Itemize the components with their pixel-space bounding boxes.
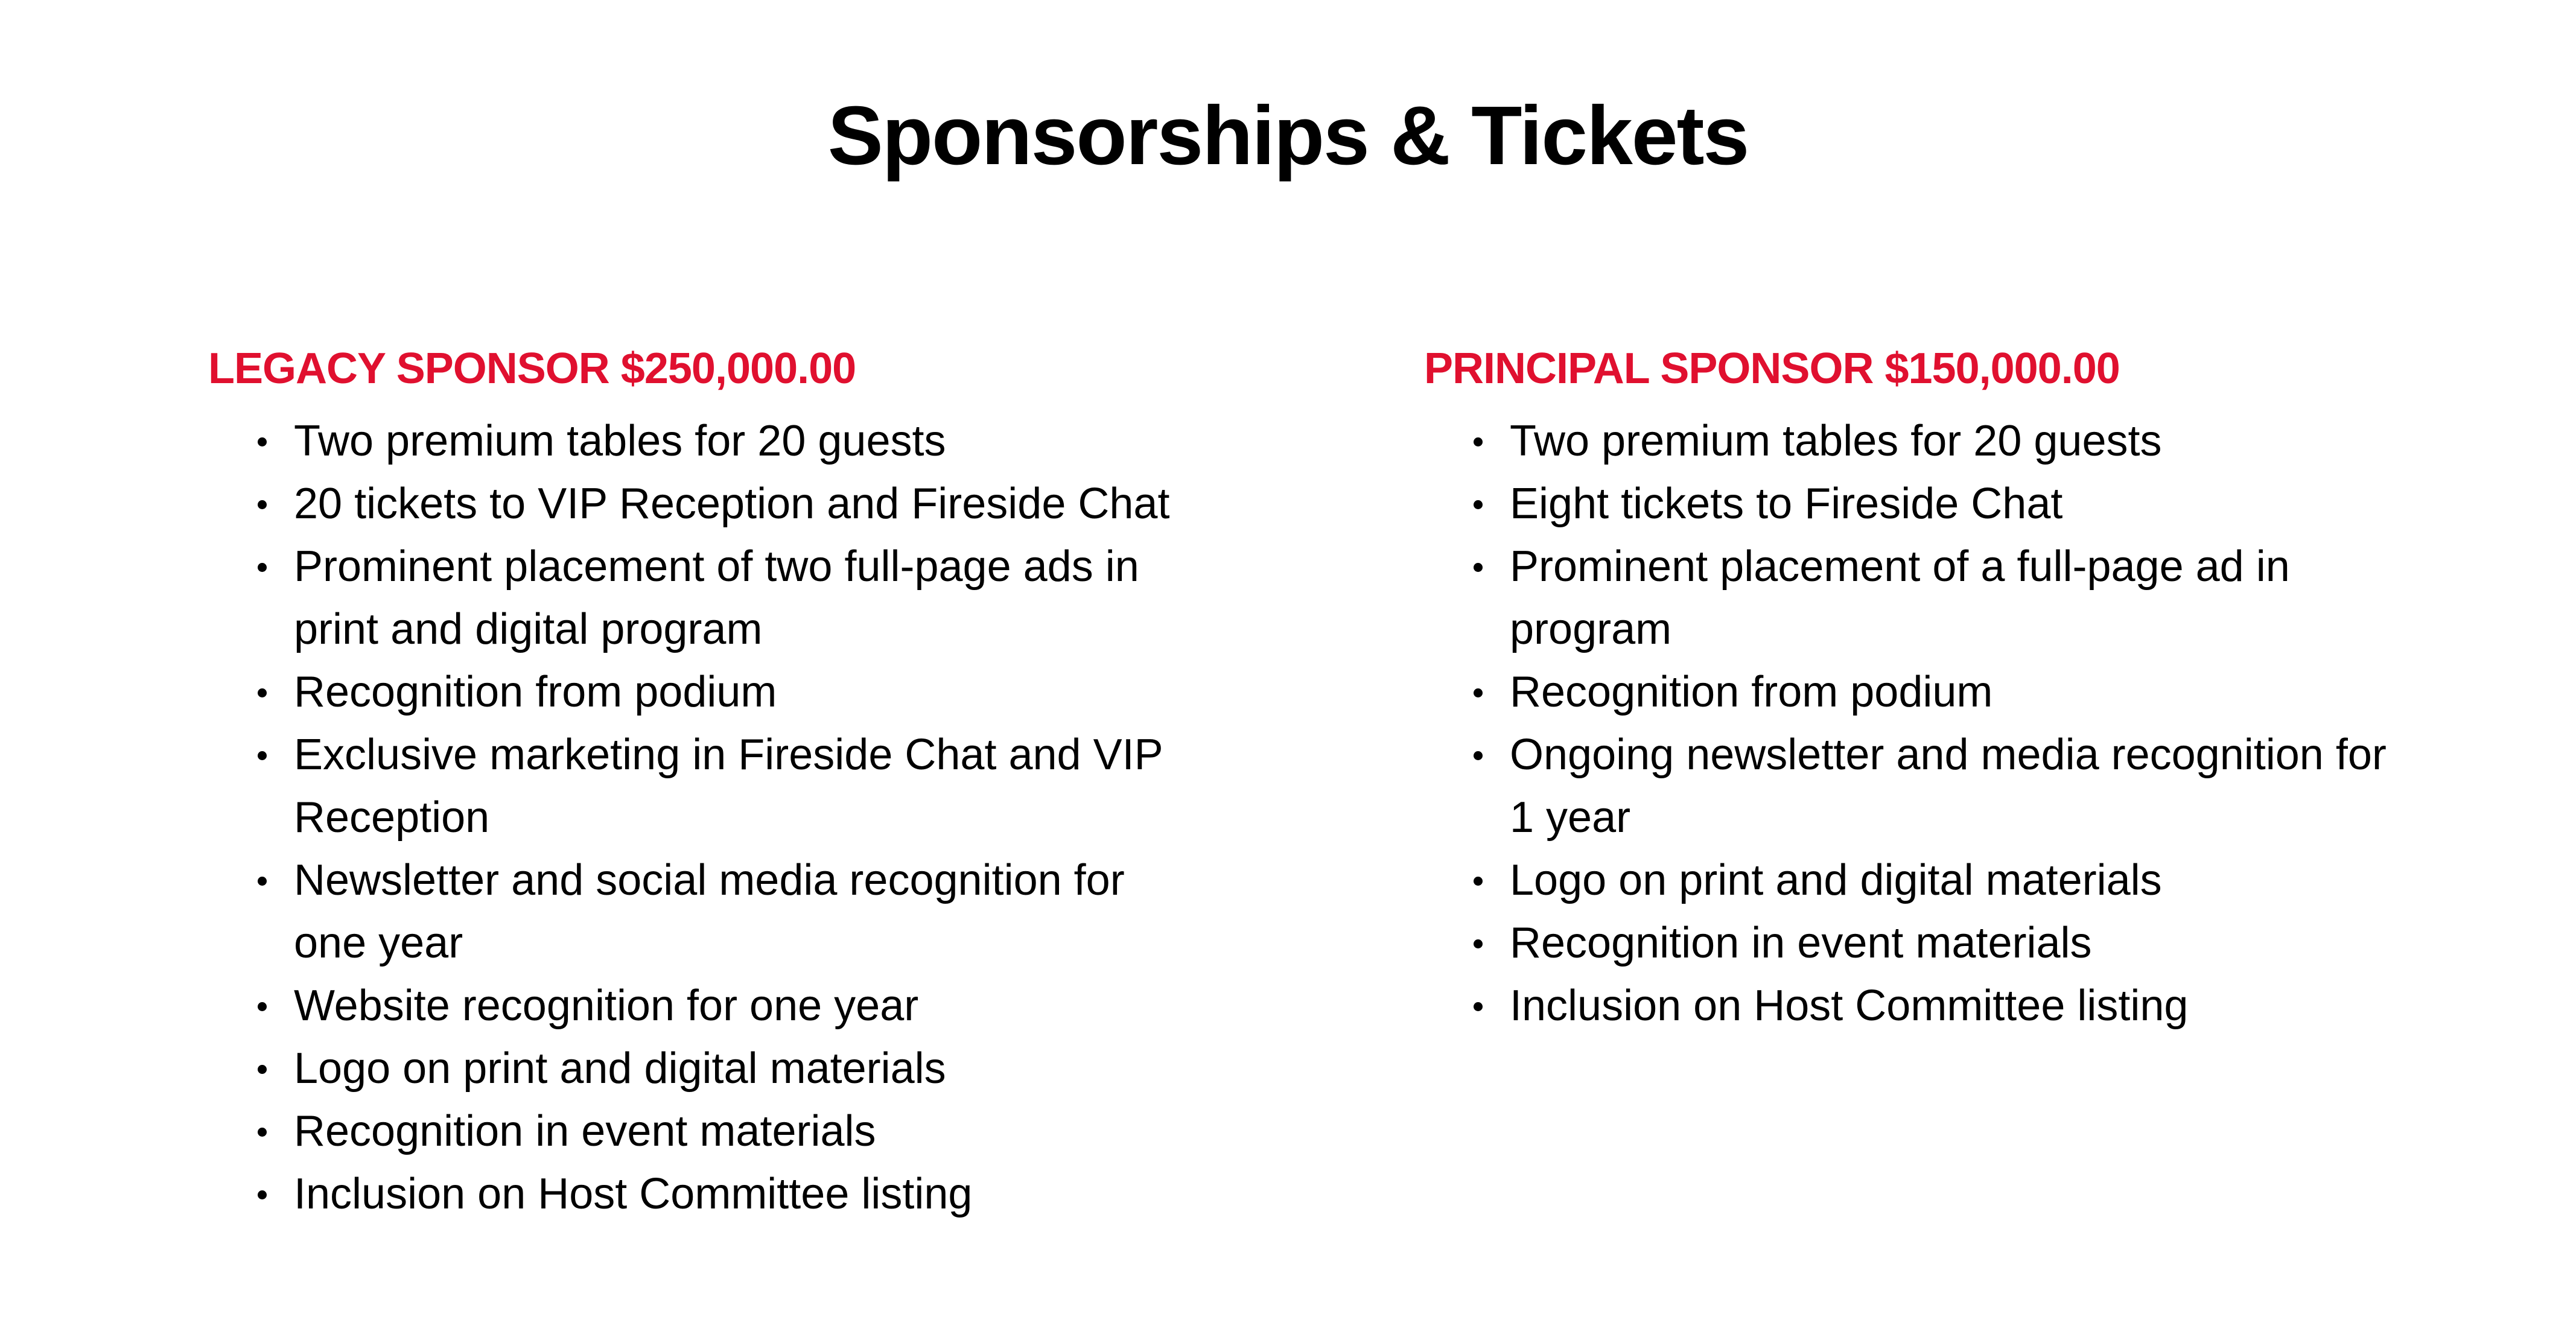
benefit-item <box>1424 912 2420 974</box>
benefit-item <box>1424 849 2420 912</box>
bullet-icon <box>258 563 267 572</box>
tier-heading-principal: PRINCIPAL SPONSOR $150,000.00 <box>1424 344 2120 393</box>
benefit-item <box>208 849 1174 974</box>
benefit-item <box>1424 535 2420 661</box>
benefit-text: Inclusion on Host Committee listing <box>294 1169 973 1218</box>
benefit-text: 20 tickets to VIP Reception and Fireside Chat <box>294 479 1170 528</box>
bullet-icon <box>1474 751 1483 760</box>
bullet-icon <box>258 1128 267 1137</box>
benefit-text: Ongoing newsletter and media recognition for 1 year <box>1510 730 2387 842</box>
bullet-icon <box>258 437 267 446</box>
bullet-icon <box>258 1190 267 1199</box>
tier-heading-legacy: LEGACY SPONSOR $250,000.00 <box>208 344 856 393</box>
legacy-sponsor-tier <box>208 341 1174 1225</box>
benefit-item <box>1424 723 2420 849</box>
benefit-item <box>208 723 1174 849</box>
bullet-icon <box>1474 688 1483 697</box>
benefit-text: Prominent placement of two full-page ads in print and digital program <box>294 542 1139 653</box>
benefit-item <box>208 1037 1174 1100</box>
benefit-text: Logo on print and digital materials <box>294 1044 946 1093</box>
benefit-text: Newsletter and social media recognition for one year <box>294 856 1125 967</box>
principal-sponsor-tier <box>1424 341 2420 1037</box>
benefit-text: Eight tickets to Fireside Chat <box>1510 479 2063 528</box>
bullet-icon <box>258 751 267 760</box>
benefit-text: Inclusion on Host Committee listing <box>1510 981 2189 1030</box>
benefit-item <box>208 410 1174 472</box>
bullet-icon <box>1474 877 1483 886</box>
benefit-text: Recognition in event materials <box>294 1106 876 1155</box>
benefit-item <box>1424 661 2420 723</box>
benefit-text: Recognition in event materials <box>1510 918 2092 967</box>
bullet-icon <box>1474 437 1483 446</box>
bullet-icon <box>258 688 267 697</box>
benefit-text: Exclusive marketing in Fireside Chat and VIP Reception <box>294 730 1163 842</box>
benefit-item <box>208 1163 1174 1225</box>
bullet-icon <box>258 1002 267 1011</box>
bullet-icon <box>1474 563 1483 572</box>
benefit-text: Two premium tables for 20 guests <box>1510 416 2162 465</box>
benefit-text: Website recognition for one year <box>294 981 919 1030</box>
benefit-text: Recognition from podium <box>294 667 777 716</box>
bullet-icon <box>258 877 267 886</box>
page-title: Sponsorships & Tickets <box>827 89 1749 182</box>
benefit-text: Logo on print and digital materials <box>1510 856 2162 904</box>
benefit-list-principal <box>1424 410 2420 1037</box>
benefit-item <box>1424 974 2420 1037</box>
benefit-item <box>1424 472 2420 535</box>
benefit-text: Two premium tables for 20 guests <box>294 416 946 465</box>
bullet-icon <box>258 1065 267 1074</box>
bullet-icon <box>1474 1002 1483 1011</box>
benefit-list-legacy <box>208 410 1174 1225</box>
bullet-icon <box>1474 939 1483 948</box>
benefit-text: Prominent placement of a full-page ad in program <box>1510 542 2290 653</box>
benefit-item <box>208 535 1174 661</box>
bullet-icon <box>258 500 267 509</box>
bullet-icon <box>1474 500 1483 509</box>
benefit-item <box>1424 410 2420 472</box>
benefit-item <box>208 974 1174 1037</box>
benefit-item <box>208 472 1174 535</box>
benefit-item <box>208 1100 1174 1163</box>
benefit-item <box>208 661 1174 723</box>
benefit-text: Recognition from podium <box>1510 667 1993 716</box>
